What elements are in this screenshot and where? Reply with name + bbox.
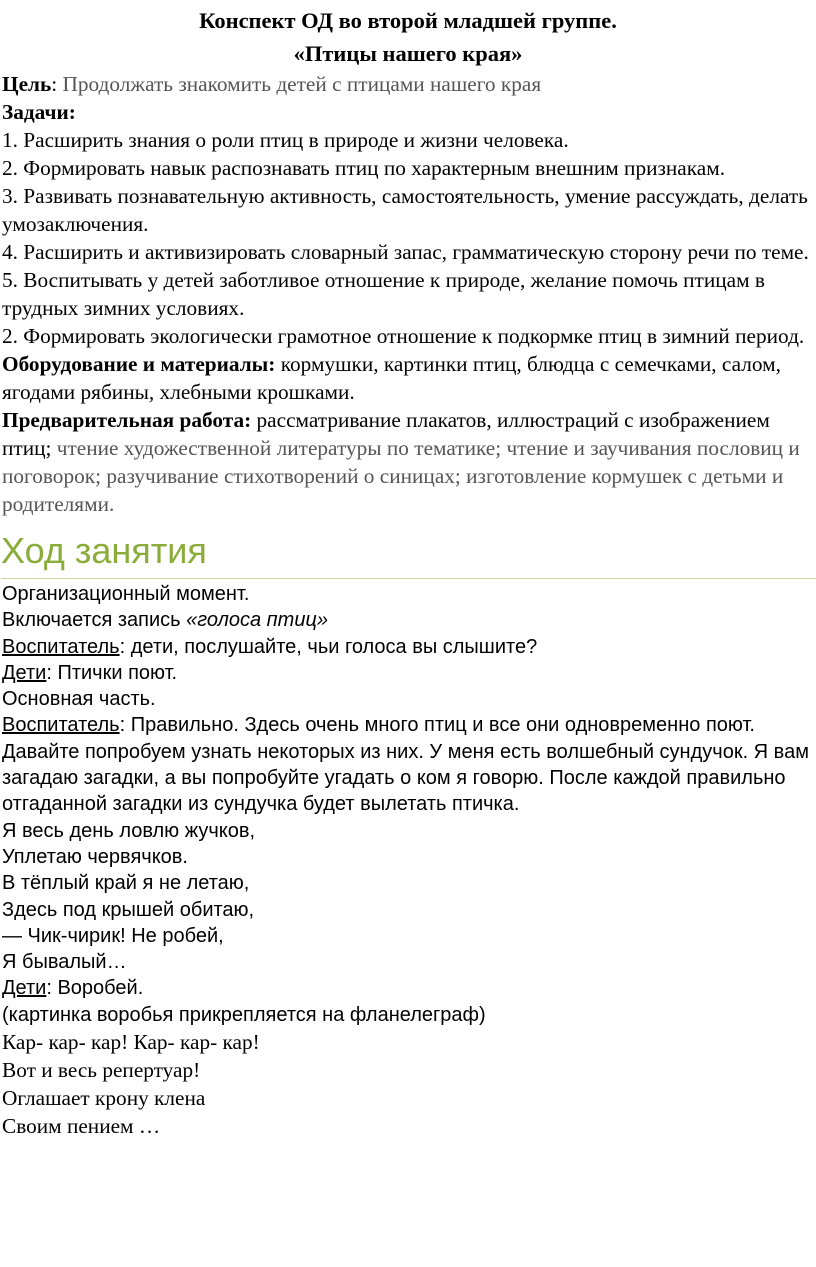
- recording-name: «голоса птиц»: [186, 609, 329, 632]
- riddle-2-line-4: Своим пением …: [2, 1114, 161, 1139]
- tasks-label: Задачи:: [2, 100, 76, 124]
- title-line-2: «Птицы нашего края»: [293, 41, 523, 66]
- riddle-2-line-2: Вот и весь репертуар!: [2, 1058, 201, 1083]
- lesson-line-teacher-1: Воспитатель: дети, послушайте, чьи голоса вы слышите?: [2, 635, 538, 658]
- task-item-6: 2. Формировать экологически грамотное отношение к подкормке птиц в зимний период.: [2, 324, 805, 348]
- lesson-line-main: Основная часть.: [2, 688, 156, 711]
- riddle-2-line-3: Оглашает крону клена: [2, 1086, 206, 1111]
- riddle-1-line-1: Я весь день ловлю жучков,: [2, 819, 256, 842]
- riddle-1-line-3: В тёплый край я не летаю,: [2, 872, 250, 895]
- equipment-text: кормушки, картинки птиц, блюдца с семечками, салом, ягодами рябины, хлебными крошками.: [2, 352, 781, 404]
- lesson-line-teacher-2: Воспитатель: Правильно. Здесь очень много птиц и все они одновременно поют. Давайте попробуем узнать некоторых из них. У меня есть волшебный сундучок. Я вам загадаю загадки, а вы попробуйте угадать о ком я говорю. После каждой правильно отгаданной загадки из сундучка будет вылетать птичка.: [2, 714, 809, 816]
- task-item-1: 1. Расширить знания о роли птиц в природе и жизни человека.: [2, 128, 569, 152]
- goal-paragraph: Цель: Продолжать знакомить детей с птицами нашего края: [2, 72, 542, 96]
- document-title: [0, 4, 816, 70]
- lesson-line-recording: Включается запись «голоса птиц»: [2, 609, 329, 632]
- riddle-1-line-6: Я бывалый…: [2, 951, 127, 974]
- goal-text: Продолжать знакомить детей с птицами нашего края: [62, 72, 542, 96]
- task-item-2: 2. Формировать навык распознавать птиц по характерным внешним признакам.: [2, 156, 726, 180]
- lesson-line-picture: (картинка воробья прикрепляется на фланелеграф): [2, 1003, 486, 1026]
- teacher-label: Воспитатель: [2, 714, 120, 737]
- riddle-1-line-5: — Чик-чирик! Не робей,: [2, 924, 224, 947]
- goal-label: Цель: [2, 72, 52, 96]
- section-heading: Ход занятия: [1, 528, 816, 579]
- kids-label: Дети: [2, 661, 47, 684]
- prework-text: рассматривание плакатов, иллюстраций с изображением птиц;: [2, 408, 770, 460]
- task-item-5: 5. Воспитывать у детей заботливое отношение к природе, желание помочь птицам в трудных зимних условиях.: [2, 268, 765, 320]
- riddle-1-line-4: Здесь под крышей обитаю,: [2, 898, 255, 921]
- prework-label: Предварительная работа:: [2, 408, 252, 432]
- prework-paragraph: [0, 406, 816, 518]
- lesson-line-org: Организационный момент.: [2, 583, 250, 605]
- task-item-3: 3. Развивать познавательную активность, самостоятельность, умение рассуждать, делать умозаключения.: [2, 184, 808, 236]
- riddle-1-line-2: Уплетаю червячков.: [2, 845, 188, 868]
- lesson-line-kids-2: Дети: Воробей.: [2, 977, 144, 1000]
- teacher-label: Воспитатель: [2, 635, 120, 658]
- lesson-line-kids-1: Дети: Птички поют.: [2, 661, 178, 684]
- kids-label: Дети: [2, 977, 47, 1000]
- task-item-4: 4. Расширить и активизировать словарный запас, грамматическую сторону речи по теме.: [2, 240, 809, 264]
- prework-text-gray: чтение художественной литературы по тематике; чтение и заучивания пословиц и поговорок; разучивание стихотворений о синицах; изготовление кормушек с детьми и родителями.: [2, 436, 800, 516]
- equipment-paragraph: [0, 350, 816, 406]
- equipment-label: Оборудование и материалы:: [2, 352, 276, 376]
- title-line-1: Конспект ОД во второй младшей группе.: [199, 8, 617, 33]
- riddle-2-line-1: Кар- кар- кар! Кар- кар- кар!: [2, 1030, 260, 1055]
